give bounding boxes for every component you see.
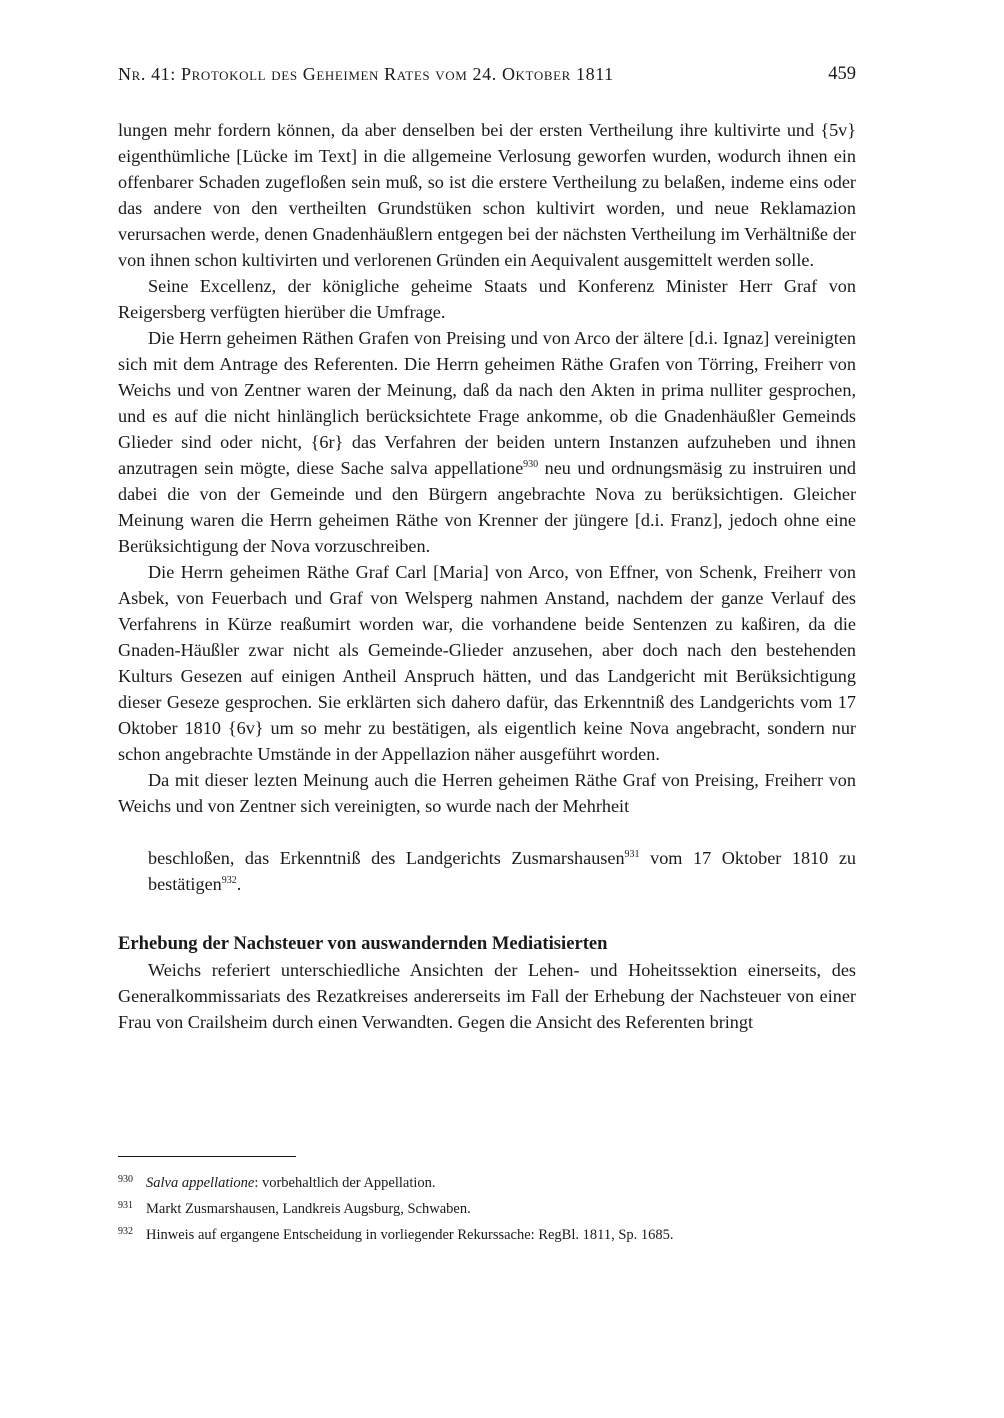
footnote-text: : vorbehaltlich der Appellation. [254,1175,436,1191]
footnote-divider [118,1156,296,1157]
paragraph: Die Herrn geheimen Räthe Graf Carl [Maria] von Arco, von Effner, von Schenk, Freiherr von Asbek, von Feuerbach und Graf von Welsperg nahmen Anstand, nachdem der ganze Verlauf des Verfahrens in Kürze reaßumirt worden war, die vorhandene beide Sentenzen zu kaßiren, da die Gnaden-Häußler zwar nicht als Gemeinde-Glieder anzusehen, aber doch nach den bestehenden Kulturs Gesezen auf einigen Antheil Anspruch hätten, und das Landgericht mit Berüksichtigung dieser Geseze gesprochen. Sie erklärten sich dahero dafür, das Erkenntniß des Landgerichts vom 17 Oktober 1810 {6v} um so mehr zu bestätigen, als eigentlich keine Nova angebracht, sondern nur schon angebrachte Umstände in der Appellazion näher ausgeführt worden. [118,562,856,764]
decision-text: vom 17 Oktober 1810 zu bestätigen [148,848,856,894]
paragraph-text: neu und ordnungsmäsig zu instruiren und dabei die von der Gemeinde und den Bürgern angebrachte Nova zu berüksichtigen. Gleicher Meinung waren die Herrn geheimen Räthe von Krenner der jüngere [d.i. Franz], jedoch ohne eine Berüksichtigung der Nova vorzuschreiben. [118,458,856,556]
footnote-number: 930 [118,1174,133,1185]
main-text [118,117,856,1035]
decision-text: beschloßen, das Erkenntniß des Landgerichts Zusmarshausen [148,848,625,868]
paragraph [118,325,856,559]
footnote-ref[interactable]: 931 [624,849,640,860]
section-heading: Erhebung der Nachsteuer von auswandernden Mediatisierten [118,933,608,954]
decision-text: . [236,874,242,894]
footnote-ref[interactable]: 930 [523,459,539,470]
footnotes [118,1170,856,1248]
section-text: Weichs referiert unterschiedliche Ansichten der Lehen- und Hoheitssektion einerseits, des Generalkommissariats des Rezatkreises andererseits im Fall der Erhebung der Nachsteuer von einer Frau von Crailsheim durch einen Verwandten. Gegen die Ansicht des Referenten bringt [118,960,856,1032]
footnote [118,1196,856,1222]
running-header [118,64,856,94]
decision-block [148,845,856,897]
page-number: 459 [828,64,856,84]
footnote [118,1170,856,1196]
paragraph-text: Die Herrn geheimen Räthen Grafen von Preising und von Arco der ältere [d.i. Ignaz] vereinigten sich mit dem Antrage des Referenten. Die Herrn geheimen Räthe Grafen von Törring, Freiherr von Weichs und von Zentner waren der Meinung, daß da nach den Akten in prima nulliter gesprochen, und es auf die nicht hinlänglich berücksichtete Frage ankomme, ob die Gnadenhäußler Gemeinds Glieder sind oder nicht, {6r} das Verfahren der beiden untern Instanzen aufzuheben und ihnen anzutragen sein mögte, diese Sache salva appellatione [118,328,856,478]
paragraph: lungen mehr fordern können, da aber denselben bei der ersten Vertheilung ihre kultivirte und {5v} eigenthümliche [Lücke im Text] in die allgemeine Verlosung geworfen wurden, wodurch ihnen ein offenbarer Schaden zugefloßen sein muß, so ist die erstere Vertheilung zu belaßen, indeme eins oder das andere von den vertheilten Grundstüken schon kultivirt worden, und neue Reklamazion verursachen werde, denen Gnadenhäußlern entgegen bei der nächsten Vertheilung im Verhältniße der von ihnen schon kultivirten und verlorenen Gründen ein Aequivalent ausgemittelt werden solle. [118,120,856,270]
footnote-number: 932 [118,1226,133,1237]
footnote-number: 931 [118,1200,133,1211]
footnote-ref[interactable]: 932 [221,875,237,886]
paragraph: Seine Excellenz, der königliche geheime Staats und Konferenz Minister Herr Graf von Reigersberg verfügten hierüber die Umfrage. [118,276,856,322]
footnote-text: Markt Zusmarshausen, Landkreis Augsburg, Schwaben. [146,1201,471,1217]
footnote-text: Hinweis auf ergangene Entscheidung in vorliegender Rekurssache: RegBl. 1811, Sp. 1685. [146,1227,674,1243]
footnote [118,1222,856,1248]
footnote-term: Salva appellatione [146,1175,255,1191]
running-title: Nr. 41: Protokoll des Geheimen Rates vom 24. Oktober 1811 [118,64,614,84]
paragraph: Da mit dieser lezten Meinung auch die Herren geheimen Räthe Graf von Preising, Freiherr von Weichs und von Zentner sich vereinigten, so wurde nach der Mehrheit [118,770,856,816]
